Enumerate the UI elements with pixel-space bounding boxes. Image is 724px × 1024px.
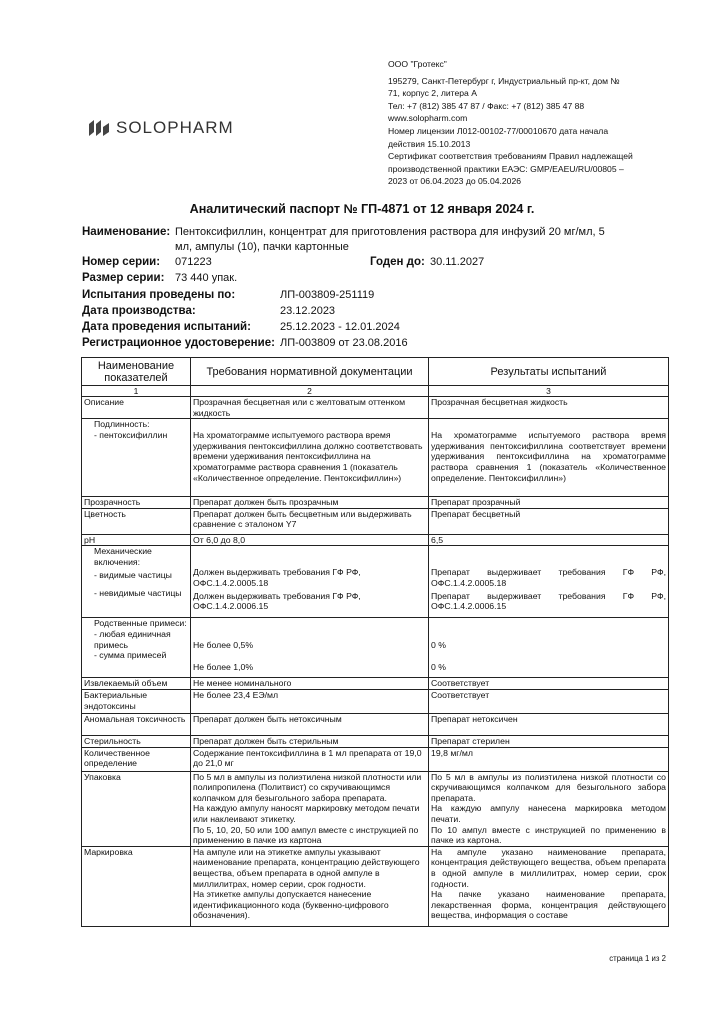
registration-label: Регистрационное удостоверение: bbox=[82, 337, 275, 349]
solopharm-logo-icon bbox=[88, 119, 110, 137]
production-date-label: Дата производства: bbox=[82, 305, 196, 317]
name-value: Пентоксифиллин, концентрат для приготовления раствора для инфузий 20 мг/мл, 5 мл, ампулы (10), пачки картонные bbox=[175, 226, 605, 253]
tested-value: ЛП-003809-251119 bbox=[280, 289, 375, 301]
company-cert-2: производственной практики ЕАЭС: GMP/EAEU/RU/00805 – bbox=[388, 163, 624, 174]
document-title: Аналитический паспорт № ГП-4871 от 12 января 2024 г. bbox=[189, 202, 535, 216]
table-row: Маркировка На ампуле или на этикетке ампулы указывают наименование препарата, концентрацию действующего вещества, объем препарата в одной ампуле в миллилитрах, номер серии, срок годности. На этикетке ампулы допускается нанесение идентификационного кода (буквенно-цифрового обозначения). На ампуле указано наименование препарата, концентрация действующего вещества, объем препарата в одной ампуле в миллилитрах, номер серии, срок годности. На пачке указано наименование препарата, лекарственная форма, концентрация действующего вещества, информация о составе bbox=[82, 846, 669, 926]
company-address: 195279, Санкт-Петербург г, Индустриальный пр-кт, дом № bbox=[388, 75, 620, 86]
table-row: Извлекаемый объем Не менее номинального Соответствует bbox=[82, 678, 669, 690]
table-row: Количественное определение Содержание пентоксифиллина в 1 мл препарата от 19,0 до 21,0 мг 19,8 мг/мл bbox=[82, 747, 669, 771]
company-info bbox=[388, 58, 670, 188]
solopharm-logo bbox=[88, 118, 234, 138]
table-number-row: 1 2 3 bbox=[82, 386, 669, 397]
table-row: Аномальная токсичность Препарат должен быть нетоксичным Препарат нетоксичен bbox=[82, 713, 669, 735]
tested-label: Испытания проведены по: bbox=[82, 289, 236, 301]
table-row: Бактериальные эндотоксины Не более 23,4 ЕЭ/мл Соответствует bbox=[82, 689, 669, 713]
logo-text: SOLOPHARM bbox=[116, 118, 234, 137]
company-website[interactable]: www.solopharm.com bbox=[388, 113, 468, 124]
company-cert: Сертификат соответствия требованиям Правил надлежащей bbox=[388, 151, 633, 162]
test-date-value: 25.12.2023 - 12.01.2024 bbox=[280, 321, 400, 333]
test-date-label: Дата проведения испытаний: bbox=[82, 321, 251, 333]
analysis-table bbox=[81, 357, 669, 927]
table-row: Цветность Препарат должен быть бесцветным или выдерживать сравнение с эталоном Y7 Препарат бесцветный bbox=[82, 508, 669, 534]
company-license-2: действия 15.10.2013 bbox=[388, 138, 471, 149]
series-label: Номер серии: bbox=[82, 256, 161, 268]
table-row: Стерильность Препарат должен быть стерильным Препарат стерилен bbox=[82, 735, 669, 747]
table-row: Прозрачность Препарат должен быть прозрачным Препарат прозрачный bbox=[82, 497, 669, 509]
size-label: Размер серии: bbox=[82, 272, 165, 284]
company-phone: Тел: +7 (812) 385 47 87 / Факс: +7 (812) 385 47 88 bbox=[388, 100, 585, 111]
table-row: Упаковка По 5 мл в ампулы из полиэтилена низкой плотности или полипропилена (Политвист) со скручивающимся колпачком для безыгольного забора препарата. На каждую ампулу наносят маркировку методом печати или наклеивают этикетку. По 5, 10, 20, 50 или 100 ампул вместе с инструкцией по применению в пачке из картона По 5 мл в ампулы из полиэтилена низкой плотности со скручивающимся колпачком для безыгольного забора препарата. На каждую ампулу нанесена маркировка методом печати. По 10 ампул вместе с инструкцией по применению в пачке из картона. bbox=[82, 771, 669, 846]
name-label: Наименование: bbox=[82, 226, 171, 238]
table-row: Родственные примеси: - любая единичная примесь - сумма примесей Не более 0,5% Не более 1,0% 0 % 0 % bbox=[82, 618, 669, 678]
series-value: 071223 bbox=[175, 256, 212, 268]
size-value: 73 440 упак. bbox=[175, 272, 238, 284]
production-date-value: 23.12.2023 bbox=[280, 305, 336, 317]
table-row: Описание Прозрачная бесцветная или с желтоватым оттенком жидкость Прозрачная бесцветная жидкость bbox=[82, 397, 669, 419]
expiry-label: Годен до: bbox=[370, 256, 425, 268]
company-name: ООО "Гротекс" bbox=[388, 59, 447, 69]
expiry-value: 30.11.2027 bbox=[430, 256, 485, 268]
company-address-2: 71, корпус 2, литера А bbox=[388, 88, 477, 99]
column-header-results: Результаты испытаний bbox=[429, 358, 669, 386]
company-license: Номер лицензии Л012-00102-77/00010670 дата начала bbox=[388, 125, 609, 136]
company-cert-3: 2023 от 06.04.2023 до 05.04.2026 bbox=[388, 176, 522, 187]
column-header-requirements: Требования нормативной документации bbox=[191, 358, 429, 386]
table-row: Механические включения: - видимые частицы - невидимые частицы Должен выдерживать требования ГФ РФ, ОФС.1.4.2.0005.18 Должен выдерживать требования ГФ РФ, ОФС.1.4.2.0006.15 Препарат выдерживает требования ГФ РФ, ОФС.1.4.2.0005.18 Препарат выдерживает требования ГФ РФ, ОФС.1.4.2.0006.15 bbox=[82, 546, 669, 618]
registration-value: ЛП-003809 от 23.08.2016 bbox=[280, 337, 408, 349]
table-row: Подлинность: - пентоксифиллин На хроматограмме испытуемого раствора время удерживания пентоксифиллина должно соответствовать времени удерживания пентоксифиллина на хроматограмме раствора сравнения 1 (показатель «Количественное определение. Пентоксифиллин») На хроматограмме испытуемого раствора время удерживания пентоксифиллина соответствует времени удерживания пентоксифиллина на хроматограмме раствора сравнения 1 (показатель «Количественное определение. Пентоксифиллин») bbox=[82, 419, 669, 497]
table-row: pH От 6,0 до 8,0 6,5 bbox=[82, 534, 669, 546]
column-header-indicator: Наименование показателей bbox=[82, 358, 191, 386]
page-number: страница 1 из 2 bbox=[609, 954, 666, 963]
table-header-row bbox=[82, 358, 669, 386]
